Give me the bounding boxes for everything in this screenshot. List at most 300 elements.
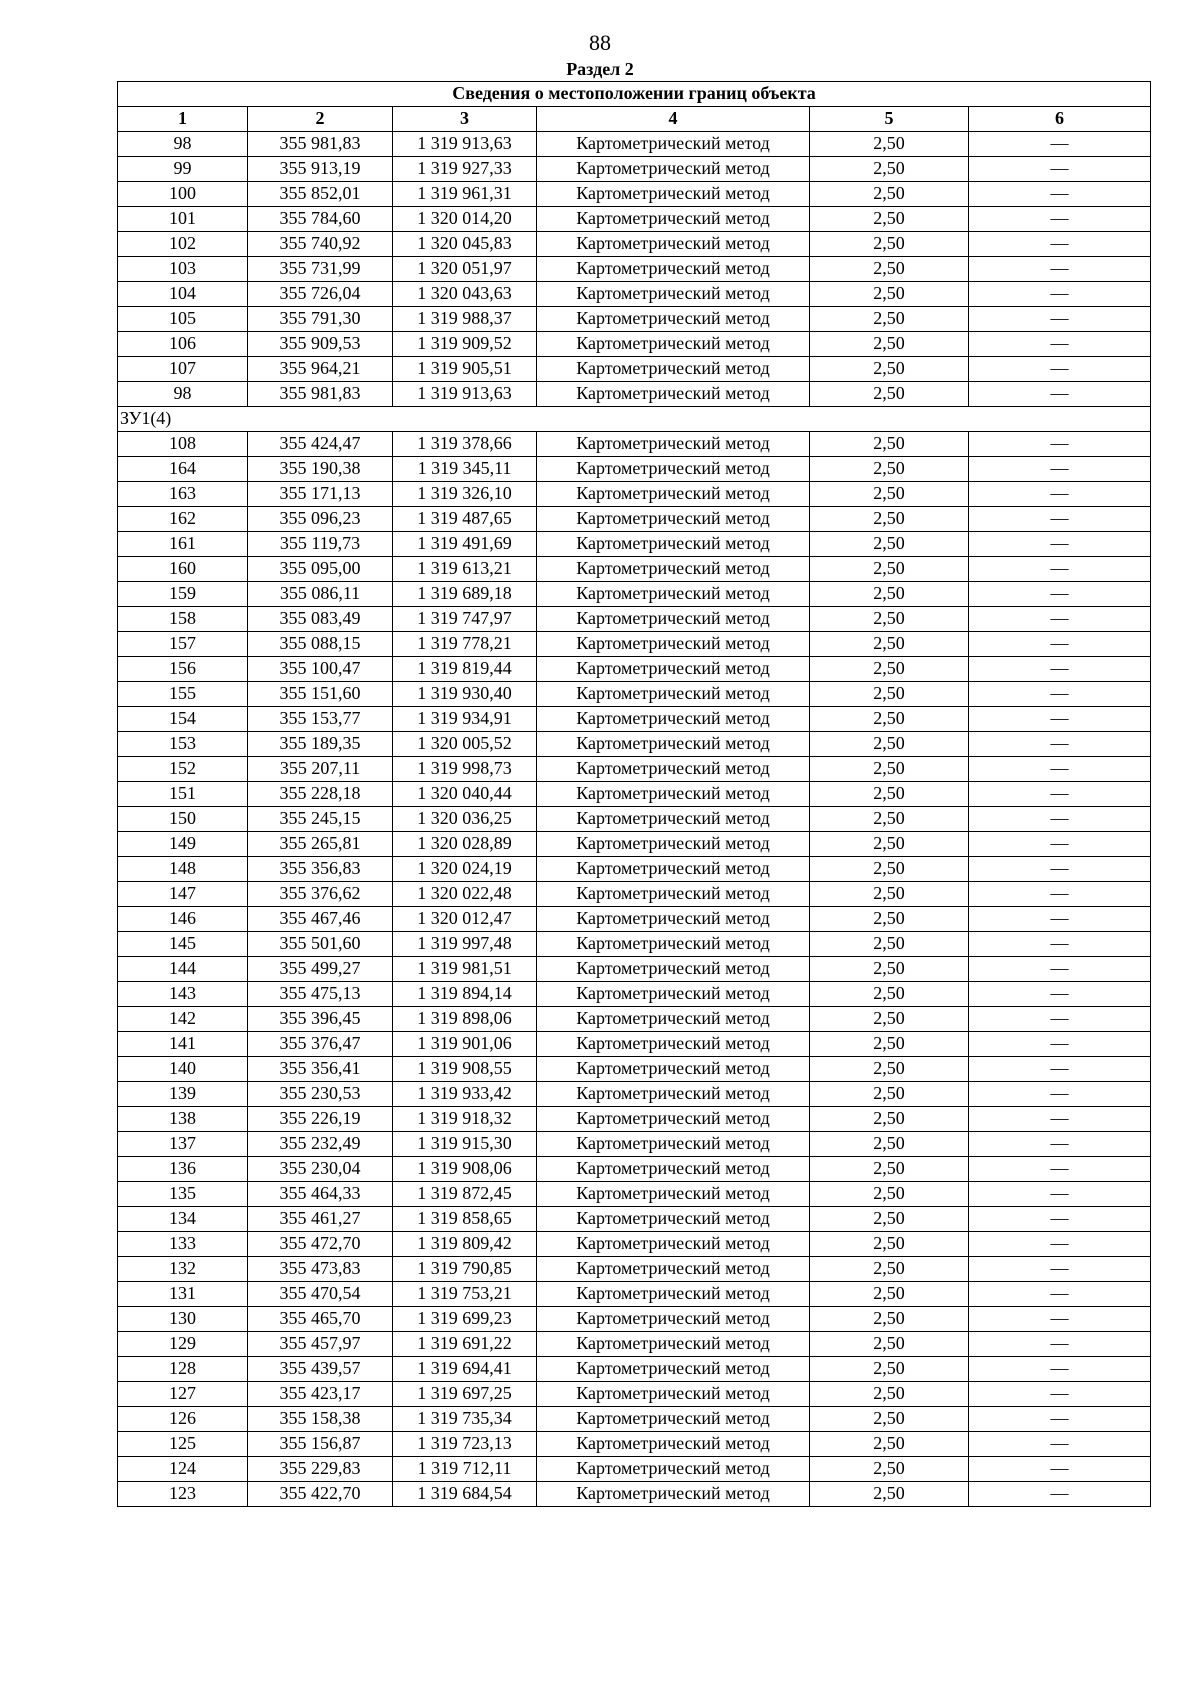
table-row xyxy=(118,932,1151,957)
table-row xyxy=(118,1307,1151,1332)
point-number-cell: 144 xyxy=(118,957,248,982)
table-title-row xyxy=(118,82,1151,107)
point-number-cell: 133 xyxy=(118,1232,248,1257)
table-row xyxy=(118,607,1151,632)
y-coordinate-cell: 1 319 927,33 xyxy=(393,157,537,182)
note-cell: — xyxy=(969,1257,1151,1282)
method-cell: Картометрический метод xyxy=(537,482,810,507)
table-title: Сведения о местоположении границ объекта xyxy=(118,82,1151,107)
x-coordinate-cell: 355 472,70 xyxy=(248,1232,393,1257)
accuracy-cell: 2,50 xyxy=(810,1107,969,1132)
point-number-cell: 153 xyxy=(118,732,248,757)
method-cell: Картометрический метод xyxy=(537,1432,810,1457)
table-row xyxy=(118,357,1151,382)
table-row xyxy=(118,707,1151,732)
x-coordinate-cell: 355 088,15 xyxy=(248,632,393,657)
x-coordinate-cell: 355 226,19 xyxy=(248,1107,393,1132)
note-cell: — xyxy=(969,157,1151,182)
accuracy-cell: 2,50 xyxy=(810,357,969,382)
y-coordinate-cell: 1 319 981,51 xyxy=(393,957,537,982)
table-row xyxy=(118,1032,1151,1057)
point-number-cell: 136 xyxy=(118,1157,248,1182)
x-coordinate-cell: 355 501,60 xyxy=(248,932,393,957)
accuracy-cell: 2,50 xyxy=(810,757,969,782)
table-row xyxy=(118,332,1151,357)
point-number-cell: 102 xyxy=(118,232,248,257)
note-cell: — xyxy=(969,482,1151,507)
accuracy-cell: 2,50 xyxy=(810,1257,969,1282)
accuracy-cell: 2,50 xyxy=(810,332,969,357)
note-cell: — xyxy=(969,957,1151,982)
y-coordinate-cell: 1 319 998,73 xyxy=(393,757,537,782)
accuracy-cell: 2,50 xyxy=(810,1032,969,1057)
point-number-cell: 103 xyxy=(118,257,248,282)
x-coordinate-cell: 355 083,49 xyxy=(248,607,393,632)
accuracy-cell: 2,50 xyxy=(810,457,969,482)
x-coordinate-cell: 355 964,21 xyxy=(248,357,393,382)
table-row xyxy=(118,1107,1151,1132)
point-number-cell: 130 xyxy=(118,1307,248,1332)
accuracy-cell: 2,50 xyxy=(810,132,969,157)
method-cell: Картометрический метод xyxy=(537,1082,810,1107)
y-coordinate-cell: 1 319 819,44 xyxy=(393,657,537,682)
point-number-cell: 126 xyxy=(118,1407,248,1432)
accuracy-cell: 2,50 xyxy=(810,482,969,507)
point-number-cell: 150 xyxy=(118,807,248,832)
method-cell: Картометрический метод xyxy=(537,657,810,682)
x-coordinate-cell: 355 439,57 xyxy=(248,1357,393,1382)
accuracy-cell: 2,50 xyxy=(810,1332,969,1357)
accuracy-cell: 2,50 xyxy=(810,632,969,657)
method-cell: Картометрический метод xyxy=(537,1482,810,1507)
note-cell: — xyxy=(969,1307,1151,1332)
y-coordinate-cell: 1 319 790,85 xyxy=(393,1257,537,1282)
x-coordinate-cell: 355 981,83 xyxy=(248,382,393,407)
note-cell: — xyxy=(969,857,1151,882)
accuracy-cell: 2,50 xyxy=(810,1232,969,1257)
x-coordinate-cell: 355 784,60 xyxy=(248,207,393,232)
method-cell: Картометрический метод xyxy=(537,1332,810,1357)
accuracy-cell: 2,50 xyxy=(810,207,969,232)
point-number-cell: 155 xyxy=(118,682,248,707)
accuracy-cell: 2,50 xyxy=(810,1432,969,1457)
point-number-cell: 132 xyxy=(118,1257,248,1282)
table-row xyxy=(118,507,1151,532)
y-coordinate-cell: 1 320 036,25 xyxy=(393,807,537,832)
x-coordinate-cell: 355 422,70 xyxy=(248,1482,393,1507)
column-header: 2 xyxy=(248,107,393,132)
accuracy-cell: 2,50 xyxy=(810,232,969,257)
table-row xyxy=(118,157,1151,182)
note-cell: — xyxy=(969,1057,1151,1082)
table-row xyxy=(118,482,1151,507)
x-coordinate-cell: 355 232,49 xyxy=(248,1132,393,1157)
y-coordinate-cell: 1 319 918,32 xyxy=(393,1107,537,1132)
table-row xyxy=(118,207,1151,232)
accuracy-cell: 2,50 xyxy=(810,1207,969,1232)
point-number-cell: 164 xyxy=(118,457,248,482)
point-number-cell: 143 xyxy=(118,982,248,1007)
y-coordinate-cell: 1 319 326,10 xyxy=(393,482,537,507)
point-number-cell: 148 xyxy=(118,857,248,882)
point-number-cell: 163 xyxy=(118,482,248,507)
table-row xyxy=(118,307,1151,332)
accuracy-cell: 2,50 xyxy=(810,432,969,457)
y-coordinate-cell: 1 319 961,31 xyxy=(393,182,537,207)
method-cell: Картометрический метод xyxy=(537,807,810,832)
note-cell: — xyxy=(969,282,1151,307)
note-cell: — xyxy=(969,832,1151,857)
table-row xyxy=(118,1457,1151,1482)
x-coordinate-cell: 355 356,83 xyxy=(248,857,393,882)
note-cell: — xyxy=(969,432,1151,457)
x-coordinate-cell: 355 423,17 xyxy=(248,1382,393,1407)
table-row xyxy=(118,1257,1151,1282)
x-coordinate-cell: 355 230,04 xyxy=(248,1157,393,1182)
coordinates-table xyxy=(117,81,1151,1507)
note-cell: — xyxy=(969,807,1151,832)
group-row xyxy=(118,407,1151,432)
accuracy-cell: 2,50 xyxy=(810,1382,969,1407)
method-cell: Картометрический метод xyxy=(537,982,810,1007)
table-row xyxy=(118,1182,1151,1207)
note-cell: — xyxy=(969,1007,1151,1032)
method-cell: Картометрический метод xyxy=(537,707,810,732)
x-coordinate-cell: 355 467,46 xyxy=(248,907,393,932)
accuracy-cell: 2,50 xyxy=(810,1357,969,1382)
point-number-cell: 123 xyxy=(118,1482,248,1507)
y-coordinate-cell: 1 319 872,45 xyxy=(393,1182,537,1207)
note-cell: — xyxy=(969,1032,1151,1057)
table-row xyxy=(118,882,1151,907)
y-coordinate-cell: 1 319 901,06 xyxy=(393,1032,537,1057)
table-row xyxy=(118,732,1151,757)
y-coordinate-cell: 1 319 694,41 xyxy=(393,1357,537,1382)
table-row xyxy=(118,1332,1151,1357)
accuracy-cell: 2,50 xyxy=(810,607,969,632)
x-coordinate-cell: 355 726,04 xyxy=(248,282,393,307)
method-cell: Картометрический метод xyxy=(537,432,810,457)
note-cell: — xyxy=(969,1182,1151,1207)
x-coordinate-cell: 355 356,41 xyxy=(248,1057,393,1082)
y-coordinate-cell: 1 320 028,89 xyxy=(393,832,537,857)
table-row xyxy=(118,532,1151,557)
x-coordinate-cell: 355 189,35 xyxy=(248,732,393,757)
note-cell: — xyxy=(969,532,1151,557)
accuracy-cell: 2,50 xyxy=(810,982,969,1007)
method-cell: Картометрический метод xyxy=(537,507,810,532)
method-cell: Картометрический метод xyxy=(537,382,810,407)
y-coordinate-cell: 1 319 930,40 xyxy=(393,682,537,707)
accuracy-cell: 2,50 xyxy=(810,1457,969,1482)
y-coordinate-cell: 1 319 697,25 xyxy=(393,1382,537,1407)
method-cell: Картометрический метод xyxy=(537,1457,810,1482)
method-cell: Картометрический метод xyxy=(537,332,810,357)
y-coordinate-cell: 1 320 043,63 xyxy=(393,282,537,307)
table-row xyxy=(118,832,1151,857)
point-number-cell: 151 xyxy=(118,782,248,807)
note-cell: — xyxy=(969,1107,1151,1132)
note-cell: — xyxy=(969,1332,1151,1357)
note-cell: — xyxy=(969,732,1151,757)
y-coordinate-cell: 1 320 005,52 xyxy=(393,732,537,757)
note-cell: — xyxy=(969,1457,1151,1482)
method-cell: Картометрический метод xyxy=(537,1257,810,1282)
accuracy-cell: 2,50 xyxy=(810,907,969,932)
note-cell: — xyxy=(969,1132,1151,1157)
method-cell: Картометрический метод xyxy=(537,1282,810,1307)
y-coordinate-cell: 1 319 487,65 xyxy=(393,507,537,532)
x-coordinate-cell: 355 424,47 xyxy=(248,432,393,457)
accuracy-cell: 2,50 xyxy=(810,882,969,907)
table-row xyxy=(118,1132,1151,1157)
point-number-cell: 134 xyxy=(118,1207,248,1232)
x-coordinate-cell: 355 909,53 xyxy=(248,332,393,357)
table-row xyxy=(118,857,1151,882)
x-coordinate-cell: 355 499,27 xyxy=(248,957,393,982)
y-coordinate-cell: 1 320 024,19 xyxy=(393,857,537,882)
point-number-cell: 138 xyxy=(118,1107,248,1132)
accuracy-cell: 2,50 xyxy=(810,182,969,207)
method-cell: Картометрический метод xyxy=(537,182,810,207)
note-cell: — xyxy=(969,982,1151,1007)
note-cell: — xyxy=(969,632,1151,657)
accuracy-cell: 2,50 xyxy=(810,1082,969,1107)
column-header: 5 xyxy=(810,107,969,132)
note-cell: — xyxy=(969,1407,1151,1432)
x-coordinate-cell: 355 473,83 xyxy=(248,1257,393,1282)
table-row xyxy=(118,1007,1151,1032)
note-cell: — xyxy=(969,607,1151,632)
method-cell: Картометрический метод xyxy=(537,1382,810,1407)
table-row xyxy=(118,682,1151,707)
point-number-cell: 128 xyxy=(118,1357,248,1382)
point-number-cell: 124 xyxy=(118,1457,248,1482)
note-cell: — xyxy=(969,1082,1151,1107)
note-cell: — xyxy=(969,357,1151,382)
x-coordinate-cell: 355 457,97 xyxy=(248,1332,393,1357)
point-number-cell: 101 xyxy=(118,207,248,232)
note-cell: — xyxy=(969,132,1151,157)
point-number-cell: 159 xyxy=(118,582,248,607)
accuracy-cell: 2,50 xyxy=(810,932,969,957)
accuracy-cell: 2,50 xyxy=(810,857,969,882)
point-number-cell: 149 xyxy=(118,832,248,857)
x-coordinate-cell: 355 086,11 xyxy=(248,582,393,607)
section-title: Раздел 2 xyxy=(566,59,634,79)
x-coordinate-cell: 355 158,38 xyxy=(248,1407,393,1432)
table-row xyxy=(118,1232,1151,1257)
y-coordinate-cell: 1 319 753,21 xyxy=(393,1282,537,1307)
method-cell: Картометрический метод xyxy=(537,532,810,557)
method-cell: Картометрический метод xyxy=(537,1232,810,1257)
accuracy-cell: 2,50 xyxy=(810,1157,969,1182)
accuracy-cell: 2,50 xyxy=(810,557,969,582)
point-number-cell: 140 xyxy=(118,1057,248,1082)
y-coordinate-cell: 1 319 809,42 xyxy=(393,1232,537,1257)
y-coordinate-cell: 1 319 908,55 xyxy=(393,1057,537,1082)
x-coordinate-cell: 355 376,47 xyxy=(248,1032,393,1057)
y-coordinate-cell: 1 319 915,30 xyxy=(393,1132,537,1157)
note-cell: — xyxy=(969,582,1151,607)
note-cell: — xyxy=(969,657,1151,682)
accuracy-cell: 2,50 xyxy=(810,282,969,307)
column-header: 6 xyxy=(969,107,1151,132)
method-cell: Картометрический метод xyxy=(537,907,810,932)
note-cell: — xyxy=(969,382,1151,407)
point-number-cell: 146 xyxy=(118,907,248,932)
table-row xyxy=(118,982,1151,1007)
column-header: 1 xyxy=(118,107,248,132)
table-row xyxy=(118,632,1151,657)
accuracy-cell: 2,50 xyxy=(810,957,969,982)
method-cell: Картометрический метод xyxy=(537,932,810,957)
accuracy-cell: 2,50 xyxy=(810,657,969,682)
y-coordinate-cell: 1 320 051,97 xyxy=(393,257,537,282)
y-coordinate-cell: 1 319 988,37 xyxy=(393,307,537,332)
accuracy-cell: 2,50 xyxy=(810,807,969,832)
x-coordinate-cell: 355 151,60 xyxy=(248,682,393,707)
x-coordinate-cell: 355 156,87 xyxy=(248,1432,393,1457)
y-coordinate-cell: 1 319 913,63 xyxy=(393,382,537,407)
y-coordinate-cell: 1 319 933,42 xyxy=(393,1082,537,1107)
method-cell: Картометрический метод xyxy=(537,207,810,232)
method-cell: Картометрический метод xyxy=(537,132,810,157)
point-number-cell: 139 xyxy=(118,1082,248,1107)
table-row xyxy=(118,757,1151,782)
accuracy-cell: 2,50 xyxy=(810,257,969,282)
accuracy-cell: 2,50 xyxy=(810,1007,969,1032)
point-number-cell: 157 xyxy=(118,632,248,657)
note-cell: — xyxy=(969,182,1151,207)
method-cell: Картометрический метод xyxy=(537,1107,810,1132)
accuracy-cell: 2,50 xyxy=(810,157,969,182)
table-row xyxy=(118,1157,1151,1182)
y-coordinate-cell: 1 319 908,06 xyxy=(393,1157,537,1182)
accuracy-cell: 2,50 xyxy=(810,1182,969,1207)
method-cell: Картометрический метод xyxy=(537,1007,810,1032)
point-number-cell: 100 xyxy=(118,182,248,207)
note-cell: — xyxy=(969,232,1151,257)
table-row xyxy=(118,582,1151,607)
table-row xyxy=(118,457,1151,482)
note-cell: — xyxy=(969,257,1151,282)
y-coordinate-cell: 1 320 014,20 xyxy=(393,207,537,232)
note-cell: — xyxy=(969,1157,1151,1182)
point-number-cell: 145 xyxy=(118,932,248,957)
accuracy-cell: 2,50 xyxy=(810,707,969,732)
x-coordinate-cell: 355 731,99 xyxy=(248,257,393,282)
y-coordinate-cell: 1 319 735,34 xyxy=(393,1407,537,1432)
method-cell: Картометрический метод xyxy=(537,607,810,632)
x-coordinate-cell: 355 190,38 xyxy=(248,457,393,482)
accuracy-cell: 2,50 xyxy=(810,382,969,407)
note-cell: — xyxy=(969,457,1151,482)
point-number-cell: 127 xyxy=(118,1382,248,1407)
x-coordinate-cell: 355 096,23 xyxy=(248,507,393,532)
x-coordinate-cell: 355 852,01 xyxy=(248,182,393,207)
y-coordinate-cell: 1 319 909,52 xyxy=(393,332,537,357)
point-number-cell: 141 xyxy=(118,1032,248,1057)
method-cell: Картометрический метод xyxy=(537,832,810,857)
method-cell: Картометрический метод xyxy=(537,1407,810,1432)
point-number-cell: 98 xyxy=(118,382,248,407)
method-cell: Картометрический метод xyxy=(537,882,810,907)
x-coordinate-cell: 355 376,62 xyxy=(248,882,393,907)
method-cell: Картометрический метод xyxy=(537,1307,810,1332)
method-cell: Картометрический метод xyxy=(537,1357,810,1382)
table-row xyxy=(118,1432,1151,1457)
y-coordinate-cell: 1 319 913,63 xyxy=(393,132,537,157)
table-row xyxy=(118,1082,1151,1107)
table-row xyxy=(118,432,1151,457)
x-coordinate-cell: 355 461,27 xyxy=(248,1207,393,1232)
x-coordinate-cell: 355 171,13 xyxy=(248,482,393,507)
point-number-cell: 107 xyxy=(118,357,248,382)
accuracy-cell: 2,50 xyxy=(810,732,969,757)
method-cell: Картометрический метод xyxy=(537,632,810,657)
point-number-cell: 104 xyxy=(118,282,248,307)
point-number-cell: 162 xyxy=(118,507,248,532)
x-coordinate-cell: 355 396,45 xyxy=(248,1007,393,1032)
method-cell: Картометрический метод xyxy=(537,1057,810,1082)
table-row xyxy=(118,1382,1151,1407)
x-coordinate-cell: 355 981,83 xyxy=(248,132,393,157)
column-header: 3 xyxy=(393,107,537,132)
method-cell: Картометрический метод xyxy=(537,1207,810,1232)
table-body xyxy=(118,132,1151,1507)
x-coordinate-cell: 355 740,92 xyxy=(248,232,393,257)
accuracy-cell: 2,50 xyxy=(810,307,969,332)
point-number-cell: 125 xyxy=(118,1432,248,1457)
point-number-cell: 105 xyxy=(118,307,248,332)
table-row xyxy=(118,232,1151,257)
note-cell: — xyxy=(969,907,1151,932)
note-cell: — xyxy=(969,1432,1151,1457)
note-cell: — xyxy=(969,757,1151,782)
x-coordinate-cell: 355 228,18 xyxy=(248,782,393,807)
y-coordinate-cell: 1 320 012,47 xyxy=(393,907,537,932)
method-cell: Картометрический метод xyxy=(537,1182,810,1207)
note-cell: — xyxy=(969,1482,1151,1507)
y-coordinate-cell: 1 320 040,44 xyxy=(393,782,537,807)
point-number-cell: 108 xyxy=(118,432,248,457)
y-coordinate-cell: 1 320 045,83 xyxy=(393,232,537,257)
column-header: 4 xyxy=(537,107,810,132)
accuracy-cell: 2,50 xyxy=(810,1407,969,1432)
x-coordinate-cell: 355 153,77 xyxy=(248,707,393,732)
accuracy-cell: 2,50 xyxy=(810,782,969,807)
y-coordinate-cell: 1 319 934,91 xyxy=(393,707,537,732)
table-row xyxy=(118,1207,1151,1232)
x-coordinate-cell: 355 229,83 xyxy=(248,1457,393,1482)
table-row xyxy=(118,282,1151,307)
y-coordinate-cell: 1 319 778,21 xyxy=(393,632,537,657)
point-number-cell: 137 xyxy=(118,1132,248,1157)
note-cell: — xyxy=(969,882,1151,907)
point-number-cell: 131 xyxy=(118,1282,248,1307)
method-cell: Картометрический метод xyxy=(537,732,810,757)
table-row xyxy=(118,1357,1151,1382)
accuracy-cell: 2,50 xyxy=(810,1132,969,1157)
page-number: 88 xyxy=(589,30,611,55)
note-cell: — xyxy=(969,782,1151,807)
method-cell: Картометрический метод xyxy=(537,1157,810,1182)
note-cell: — xyxy=(969,1357,1151,1382)
point-number-cell: 99 xyxy=(118,157,248,182)
table-row xyxy=(118,657,1151,682)
x-coordinate-cell: 355 265,81 xyxy=(248,832,393,857)
